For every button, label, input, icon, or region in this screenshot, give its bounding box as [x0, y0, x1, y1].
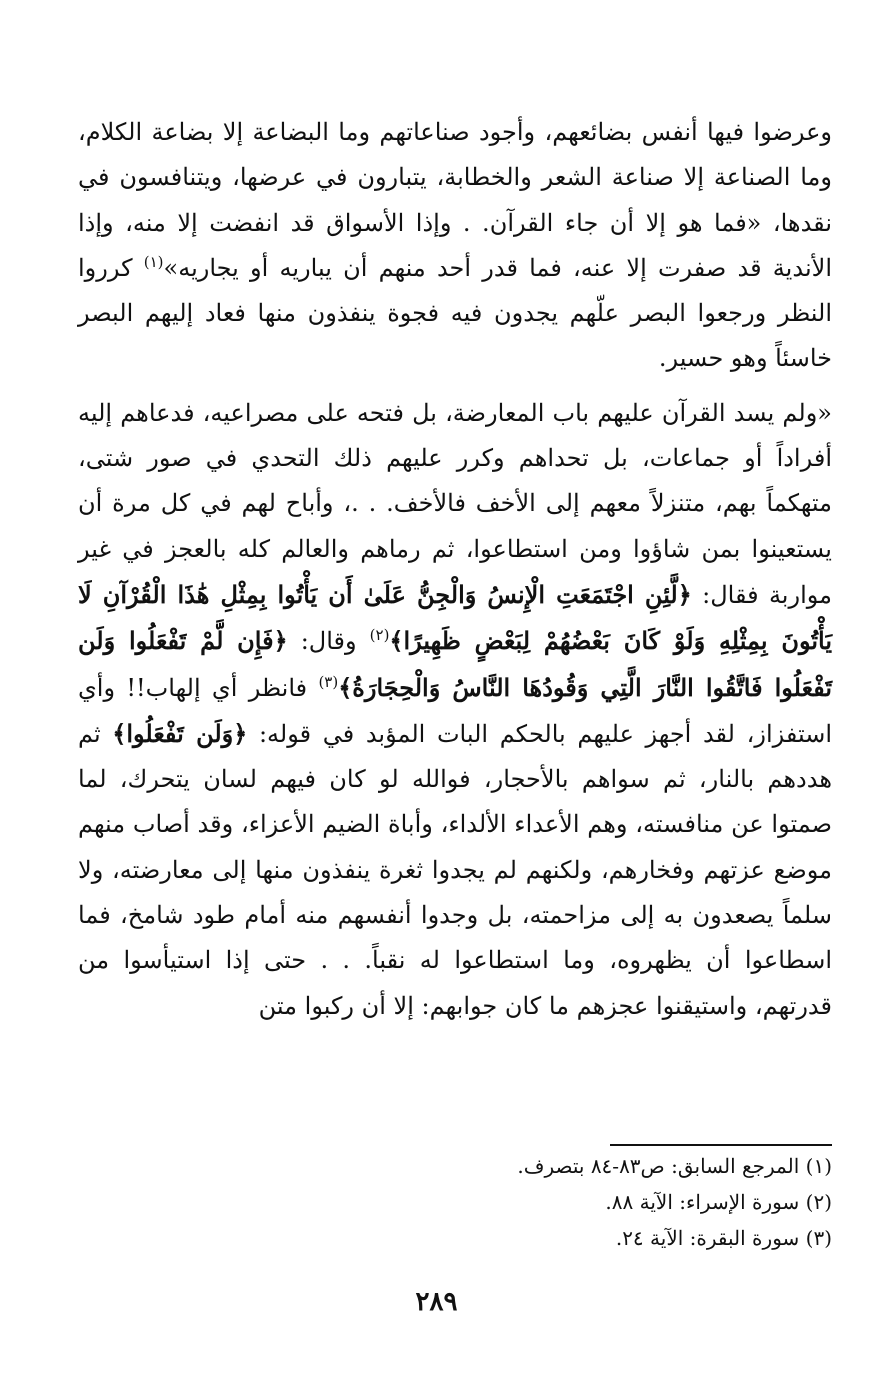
footnote-marker: (٣) — [318, 672, 339, 691]
footnote: (١) المرجع السابق: ص٨٣-٨٤ بتصرف. — [517, 1154, 832, 1178]
text-segment: «ولم يسد القرآن عليهم باب المعارضة، بل فتحه على مصراعيه، فدعاهم إليه أفراداً أو جماعات، بل تحداهم وكرر عليهم ذلك التحدي في صور شتى، متهكماً بهم، متنزلاً معهم إلى الأخف فالأخف. . .، وأباح لهم في كل مرة أن يستعينوا بمن شاؤوا ومن استطاعوا، ثم رماهم والعالم كله بالعجز في غير مواربة فقال: — [78, 398, 832, 609]
quran-verse: ﴿فَإِن لَّمْ تَفْعَلُوا وَلَن تَفْعَلُوا فَاتَّقُوا النَّارَ الَّتِي وَقُودُهَا النَّاسُ وَالْحِجَارَةُ﴾ — [78, 626, 832, 702]
text-segment: وقال: — [287, 627, 370, 656]
footnote-marker: (١) — [143, 252, 164, 271]
paragraph — [78, 110, 832, 382]
page-number: ٢٨٩ — [415, 1287, 458, 1317]
text-segment: فانظر أي إلهاب!! وأي استفزاز، لقد أجهز عليهم بالحكم البات المؤبد في قوله: — [78, 673, 833, 748]
text-segment: ثم هددهم بالنار، ثم سواهم بالأحجار، فوالله لو كان فيهم لسان يتحرك، لما صمتوا عن منافسته، وهم الأعداء الألداء، وأباة الضيم الأعزاء، وقد أصاب منهم موضع عزتهم وفخارهم، ولكنهم لم يجدوا ثغرة ينفذون منها إلى معارضته، ولا سلماً يصعدون به إلى مزاحمته، بل وجدوا أنفسهم منه أمام طود شامخ، فما اسطاعوا أن يظهروه، وما استطاعوا له نقباً. . . حتى إذا استيأسوا من قدرتهم، واستيقنوا عجزهم ما كان جوابهم: إلا أن ركبوا متن — [78, 719, 832, 1020]
footnotes — [78, 1148, 832, 1256]
body-text — [78, 110, 832, 1029]
footnote-marker: (٢) — [369, 626, 390, 645]
footnote-separator — [610, 1144, 832, 1146]
footnote: (٣) سورة البقرة: الآية ٢٤. — [615, 1226, 832, 1250]
text-segment: كرروا النظر ورجعوا البصر علّهم يجدون فيه فجوة ينفذون منها فعاد إليهم البصر خاسئاً وهو حسير. — [78, 253, 832, 373]
quran-verse: ﴿لَّئِنِ اجْتَمَعَتِ الْإِنسُ وَالْجِنُّ عَلَىٰ أَن يَأْتُوا بِمِثْلِ هَٰذَا الْقُرْآنِ لَا يَأْتُونَ بِمِثْلِهِ وَلَوْ كَانَ بَعْضُهُمْ لِبَعْضٍ ظَهِيرًا﴾ — [78, 579, 833, 656]
text-segment: وعرضوا فيها أنفس بضائعهم، وأجود صناعاتهم وما البضاعة إلا بضاعة الكلام، وما الصناعة إلا صناعة الشعر والخطابة، يتبارون في عرضها، ويتنافسون في نقدها، «فما هو إلا أن جاء القرآن. . وإذا الأسواق قد انفضت إلا منه، وإذا الأندية قد صفرت إلا عنه، فما قدر أحد منهم أن يباريه أو يجاريه» — [78, 118, 832, 282]
paragraph — [78, 391, 832, 1029]
quran-verse: ﴿وَلَن تَفْعَلُوا﴾ — [112, 718, 248, 748]
footnote: (٢) سورة الإسراء: الآية ٨٨. — [605, 1190, 832, 1214]
